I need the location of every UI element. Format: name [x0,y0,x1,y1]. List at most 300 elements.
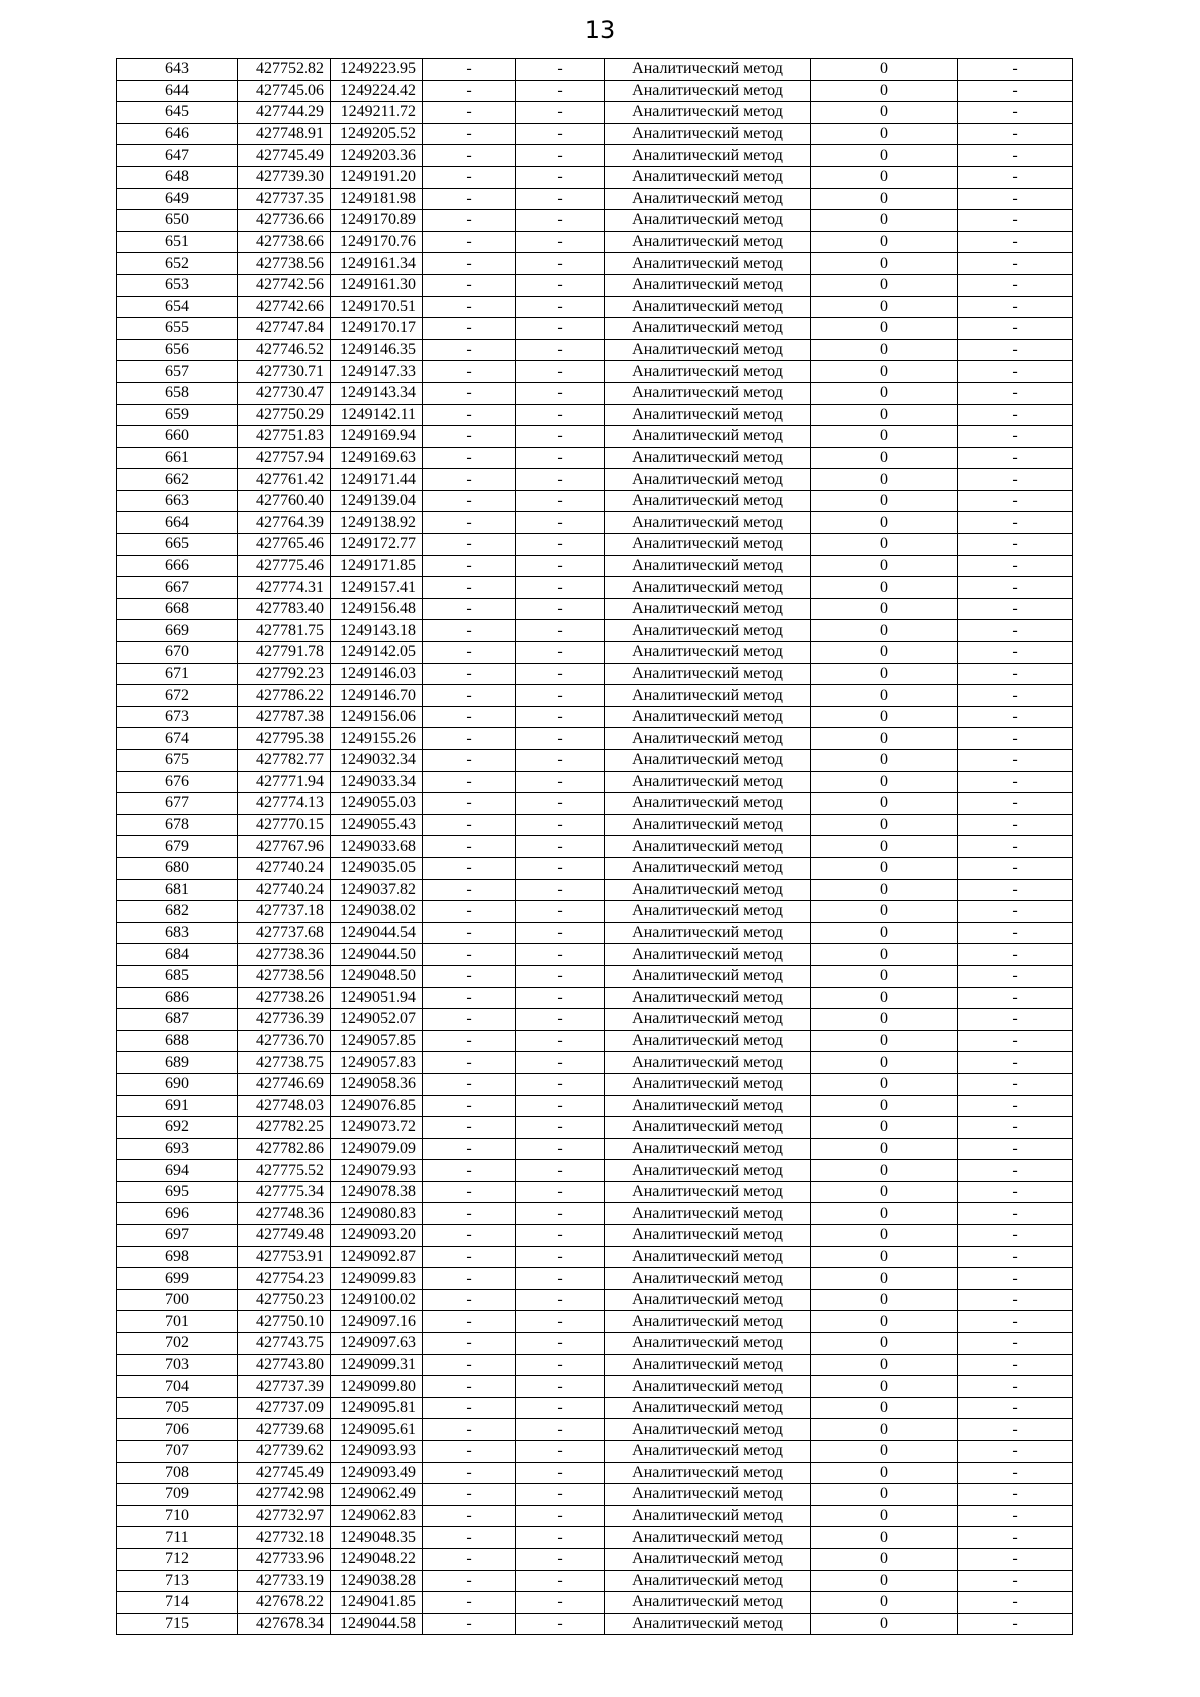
table-row [117,1397,1073,1419]
error-value-cell: 0 [811,512,958,534]
dash-cell: - [423,944,516,966]
dash-cell: - [423,901,516,923]
table-row [117,793,1073,815]
dash-cell: - [423,1354,516,1376]
method-cell: Аналитический метод [605,274,811,296]
table-row [117,1268,1073,1290]
dash-cell: - [423,836,516,858]
method-cell: Аналитический метод [605,965,811,987]
x-coordinate-cell: 427791.78 [238,642,331,664]
dash-cell: - [516,1030,605,1052]
dash-cell: - [423,1376,516,1398]
dash-cell: - [423,1095,516,1117]
dash-cell: - [516,1181,605,1203]
dash-cell: - [958,1160,1073,1182]
x-coordinate-cell: 427775.34 [238,1181,331,1203]
method-cell: Аналитический метод [605,555,811,577]
x-coordinate-cell: 427737.18 [238,901,331,923]
dash-cell: - [958,1138,1073,1160]
error-value-cell: 0 [811,814,958,836]
dash-cell: - [516,1548,605,1570]
dash-cell: - [958,1441,1073,1463]
x-coordinate-cell: 427730.71 [238,361,331,383]
y-coordinate-cell: 1249172.77 [331,534,423,556]
table-row [117,879,1073,901]
table-row [117,1592,1073,1614]
x-coordinate-cell: 427770.15 [238,814,331,836]
x-coordinate-cell: 427738.75 [238,1052,331,1074]
dash-cell: - [958,1333,1073,1355]
dash-cell: - [958,469,1073,491]
dash-cell: - [958,1052,1073,1074]
table-row [117,1419,1073,1441]
error-value-cell: 0 [811,1548,958,1570]
error-value-cell: 0 [811,901,958,923]
x-coordinate-cell: 427751.83 [238,426,331,448]
method-cell: Аналитический метод [605,771,811,793]
method-cell: Аналитический метод [605,620,811,642]
x-coordinate-cell: 427744.29 [238,102,331,124]
table-row [117,339,1073,361]
dash-cell: - [516,166,605,188]
point-number-cell: 679 [117,836,238,858]
method-cell: Аналитический метод [605,577,811,599]
dash-cell: - [516,642,605,664]
dash-cell: - [423,1203,516,1225]
dash-cell: - [958,102,1073,124]
page-number: 13 [584,16,616,44]
y-coordinate-cell: 1249147.33 [331,361,423,383]
table-row [117,1009,1073,1031]
point-number-cell: 702 [117,1333,238,1355]
error-value-cell: 0 [811,339,958,361]
table-row [117,1203,1073,1225]
x-coordinate-cell: 427752.82 [238,59,331,81]
dash-cell: - [423,1311,516,1333]
dash-cell: - [423,1484,516,1506]
method-cell: Аналитический метод [605,1095,811,1117]
dash-cell: - [423,577,516,599]
dash-cell: - [516,1117,605,1139]
table-row [117,663,1073,685]
method-cell: Аналитический метод [605,361,811,383]
table-row [117,80,1073,102]
table-row [117,1073,1073,1095]
error-value-cell: 0 [811,1181,958,1203]
x-coordinate-cell: 427764.39 [238,512,331,534]
method-cell: Аналитический метод [605,1225,811,1247]
table-row [117,814,1073,836]
y-coordinate-cell: 1249099.80 [331,1376,423,1398]
point-number-cell: 662 [117,469,238,491]
x-coordinate-cell: 427782.25 [238,1117,331,1139]
dash-cell: - [516,1203,605,1225]
method-cell: Аналитический метод [605,1376,811,1398]
dash-cell: - [958,59,1073,81]
y-coordinate-cell: 1249097.63 [331,1333,423,1355]
dash-cell: - [423,382,516,404]
dash-cell: - [958,1225,1073,1247]
y-coordinate-cell: 1249170.17 [331,318,423,340]
method-cell: Аналитический метод [605,1505,811,1527]
dash-cell: - [516,793,605,815]
dash-cell: - [516,1484,605,1506]
coordinates-table-body [117,59,1073,1635]
dash-cell: - [958,1073,1073,1095]
x-coordinate-cell: 427736.66 [238,210,331,232]
y-coordinate-cell: 1249143.34 [331,382,423,404]
dash-cell: - [423,1527,516,1549]
point-number-cell: 690 [117,1073,238,1095]
point-number-cell: 674 [117,728,238,750]
y-coordinate-cell: 1249171.85 [331,555,423,577]
method-cell: Аналитический метод [605,318,811,340]
dash-cell: - [423,1570,516,1592]
dash-cell: - [423,534,516,556]
dash-cell: - [958,836,1073,858]
dash-cell: - [516,231,605,253]
x-coordinate-cell: 427745.49 [238,145,331,167]
method-cell: Аналитический метод [605,1268,811,1290]
dash-cell: - [958,1268,1073,1290]
point-number-cell: 645 [117,102,238,124]
dash-cell: - [423,706,516,728]
dash-cell: - [423,685,516,707]
x-coordinate-cell: 427739.68 [238,1419,331,1441]
table-row [117,253,1073,275]
x-coordinate-cell: 427781.75 [238,620,331,642]
y-coordinate-cell: 1249093.49 [331,1462,423,1484]
x-coordinate-cell: 427738.26 [238,987,331,1009]
y-coordinate-cell: 1249044.58 [331,1613,423,1635]
table-row [117,750,1073,772]
table-row [117,1570,1073,1592]
x-coordinate-cell: 427786.22 [238,685,331,707]
y-coordinate-cell: 1249157.41 [331,577,423,599]
dash-cell: - [516,1505,605,1527]
dash-cell: - [958,1095,1073,1117]
x-coordinate-cell: 427678.22 [238,1592,331,1614]
point-number-cell: 652 [117,253,238,275]
dash-cell: - [516,1397,605,1419]
dash-cell: - [958,296,1073,318]
dash-cell: - [958,1419,1073,1441]
error-value-cell: 0 [811,426,958,448]
dash-cell: - [423,145,516,167]
point-number-cell: 671 [117,663,238,685]
y-coordinate-cell: 1249041.85 [331,1592,423,1614]
point-number-cell: 711 [117,1527,238,1549]
dash-cell: - [516,706,605,728]
y-coordinate-cell: 1249100.02 [331,1289,423,1311]
dash-cell: - [423,1225,516,1247]
dash-cell: - [516,836,605,858]
y-coordinate-cell: 1249169.94 [331,426,423,448]
y-coordinate-cell: 1249079.93 [331,1160,423,1182]
method-cell: Аналитический метод [605,339,811,361]
method-cell: Аналитический метод [605,1009,811,1031]
table-row [117,1505,1073,1527]
dash-cell: - [423,59,516,81]
point-number-cell: 654 [117,296,238,318]
y-coordinate-cell: 1249055.43 [331,814,423,836]
dash-cell: - [958,166,1073,188]
y-coordinate-cell: 1249079.09 [331,1138,423,1160]
point-number-cell: 693 [117,1138,238,1160]
point-number-cell: 651 [117,231,238,253]
dash-cell: - [423,1052,516,1074]
table-row [117,1030,1073,1052]
y-coordinate-cell: 1249048.22 [331,1548,423,1570]
x-coordinate-cell: 427748.03 [238,1095,331,1117]
x-coordinate-cell: 427743.80 [238,1354,331,1376]
dash-cell: - [516,1160,605,1182]
dash-cell: - [516,102,605,124]
table-row [117,1311,1073,1333]
error-value-cell: 0 [811,685,958,707]
error-value-cell: 0 [811,490,958,512]
point-number-cell: 675 [117,750,238,772]
method-cell: Аналитический метод [605,145,811,167]
dash-cell: - [516,1095,605,1117]
dash-cell: - [423,750,516,772]
method-cell: Аналитический метод [605,1181,811,1203]
table-row [117,642,1073,664]
point-number-cell: 656 [117,339,238,361]
dash-cell: - [423,857,516,879]
method-cell: Аналитический метод [605,166,811,188]
method-cell: Аналитический метод [605,1570,811,1592]
table-row [117,534,1073,556]
dash-cell: - [423,469,516,491]
error-value-cell: 0 [811,469,958,491]
method-cell: Аналитический метод [605,490,811,512]
method-cell: Аналитический метод [605,1073,811,1095]
table-row [117,1052,1073,1074]
dash-cell: - [516,879,605,901]
error-value-cell: 0 [811,771,958,793]
dash-cell: - [516,663,605,685]
dash-cell: - [516,1592,605,1614]
point-number-cell: 704 [117,1376,238,1398]
table-row [117,1548,1073,1570]
dash-cell: - [958,685,1073,707]
dash-cell: - [516,490,605,512]
method-cell: Аналитический метод [605,512,811,534]
x-coordinate-cell: 427730.47 [238,382,331,404]
x-coordinate-cell: 427761.42 [238,469,331,491]
y-coordinate-cell: 1249142.11 [331,404,423,426]
dash-cell: - [423,274,516,296]
dash-cell: - [516,1333,605,1355]
dash-cell: - [958,426,1073,448]
point-number-cell: 714 [117,1592,238,1614]
dash-cell: - [423,1009,516,1031]
dash-cell: - [516,598,605,620]
method-cell: Аналитический метод [605,1203,811,1225]
method-cell: Аналитический метод [605,750,811,772]
method-cell: Аналитический метод [605,188,811,210]
table-row [117,512,1073,534]
table-row [117,1246,1073,1268]
dash-cell: - [423,426,516,448]
point-number-cell: 700 [117,1289,238,1311]
point-number-cell: 676 [117,771,238,793]
point-number-cell: 710 [117,1505,238,1527]
method-cell: Аналитический метод [605,1613,811,1635]
table-row [117,404,1073,426]
x-coordinate-cell: 427678.34 [238,1613,331,1635]
dash-cell: - [423,339,516,361]
y-coordinate-cell: 1249055.03 [331,793,423,815]
point-number-cell: 653 [117,274,238,296]
point-number-cell: 699 [117,1268,238,1290]
table-row [117,59,1073,81]
dash-cell: - [516,620,605,642]
dash-cell: - [958,1484,1073,1506]
table-row [117,145,1073,167]
y-coordinate-cell: 1249156.48 [331,598,423,620]
error-value-cell: 0 [811,166,958,188]
point-number-cell: 663 [117,490,238,512]
method-cell: Аналитический метод [605,1052,811,1074]
dash-cell: - [516,469,605,491]
error-value-cell: 0 [811,145,958,167]
dash-cell: - [516,857,605,879]
dash-cell: - [516,577,605,599]
x-coordinate-cell: 427733.19 [238,1570,331,1592]
dash-cell: - [423,123,516,145]
y-coordinate-cell: 1249099.31 [331,1354,423,1376]
point-number-cell: 664 [117,512,238,534]
point-number-cell: 647 [117,145,238,167]
table-row [117,1117,1073,1139]
point-number-cell: 696 [117,1203,238,1225]
table-row [117,922,1073,944]
error-value-cell: 0 [811,1268,958,1290]
dash-cell: - [423,102,516,124]
dash-cell: - [958,598,1073,620]
point-number-cell: 712 [117,1548,238,1570]
dash-cell: - [958,728,1073,750]
y-coordinate-cell: 1249146.70 [331,685,423,707]
dash-cell: - [958,1354,1073,1376]
method-cell: Аналитический метод [605,814,811,836]
error-value-cell: 0 [811,1354,958,1376]
x-coordinate-cell: 427757.94 [238,447,331,469]
y-coordinate-cell: 1249181.98 [331,188,423,210]
table-row [117,318,1073,340]
dash-cell: - [958,944,1073,966]
x-coordinate-cell: 427737.09 [238,1397,331,1419]
table-row [117,771,1073,793]
y-coordinate-cell: 1249037.82 [331,879,423,901]
x-coordinate-cell: 427774.31 [238,577,331,599]
dash-cell: - [423,1462,516,1484]
point-number-cell: 683 [117,922,238,944]
method-cell: Аналитический метод [605,728,811,750]
point-number-cell: 709 [117,1484,238,1506]
y-coordinate-cell: 1249038.02 [331,901,423,923]
table-row [117,123,1073,145]
dash-cell: - [516,145,605,167]
method-cell: Аналитический метод [605,253,811,275]
y-coordinate-cell: 1249033.34 [331,771,423,793]
dash-cell: - [958,1246,1073,1268]
method-cell: Аналитический метод [605,1462,811,1484]
method-cell: Аналитический метод [605,1419,811,1441]
error-value-cell: 0 [811,1505,958,1527]
method-cell: Аналитический метод [605,1333,811,1355]
error-value-cell: 0 [811,1441,958,1463]
y-coordinate-cell: 1249078.38 [331,1181,423,1203]
method-cell: Аналитический метод [605,1484,811,1506]
method-cell: Аналитический метод [605,534,811,556]
y-coordinate-cell: 1249099.83 [331,1268,423,1290]
dash-cell: - [516,750,605,772]
dash-cell: - [423,1441,516,1463]
error-value-cell: 0 [811,577,958,599]
y-coordinate-cell: 1249080.83 [331,1203,423,1225]
x-coordinate-cell: 427792.23 [238,663,331,685]
error-value-cell: 0 [811,80,958,102]
dash-cell: - [958,642,1073,664]
method-cell: Аналитический метод [605,1592,811,1614]
y-coordinate-cell: 1249203.36 [331,145,423,167]
table-row [117,1181,1073,1203]
dash-cell: - [423,987,516,1009]
error-value-cell: 0 [811,1570,958,1592]
error-value-cell: 0 [811,663,958,685]
error-value-cell: 0 [811,1484,958,1506]
error-value-cell: 0 [811,534,958,556]
dash-cell: - [516,901,605,923]
error-value-cell: 0 [811,728,958,750]
point-number-cell: 689 [117,1052,238,1074]
table-row [117,1095,1073,1117]
x-coordinate-cell: 427742.98 [238,1484,331,1506]
error-value-cell: 0 [811,123,958,145]
dash-cell: - [516,404,605,426]
x-coordinate-cell: 427774.13 [238,793,331,815]
x-coordinate-cell: 427753.91 [238,1246,331,1268]
dash-cell: - [958,1289,1073,1311]
x-coordinate-cell: 427737.35 [238,188,331,210]
y-coordinate-cell: 1249093.93 [331,1441,423,1463]
dash-cell: - [516,59,605,81]
dash-cell: - [958,1376,1073,1398]
dash-cell: - [516,1009,605,1031]
x-coordinate-cell: 427736.39 [238,1009,331,1031]
error-value-cell: 0 [811,642,958,664]
y-coordinate-cell: 1249170.76 [331,231,423,253]
dash-cell: - [958,1505,1073,1527]
y-coordinate-cell: 1249076.85 [331,1095,423,1117]
y-coordinate-cell: 1249058.36 [331,1073,423,1095]
table-row [117,1441,1073,1463]
dash-cell: - [958,879,1073,901]
dash-cell: - [423,1073,516,1095]
point-number-cell: 706 [117,1419,238,1441]
dash-cell: - [958,490,1073,512]
table-row [117,901,1073,923]
dash-cell: - [516,210,605,232]
method-cell: Аналитический метод [605,404,811,426]
x-coordinate-cell: 427740.24 [238,857,331,879]
y-coordinate-cell: 1249169.63 [331,447,423,469]
dash-cell: - [516,555,605,577]
x-coordinate-cell: 427742.56 [238,274,331,296]
